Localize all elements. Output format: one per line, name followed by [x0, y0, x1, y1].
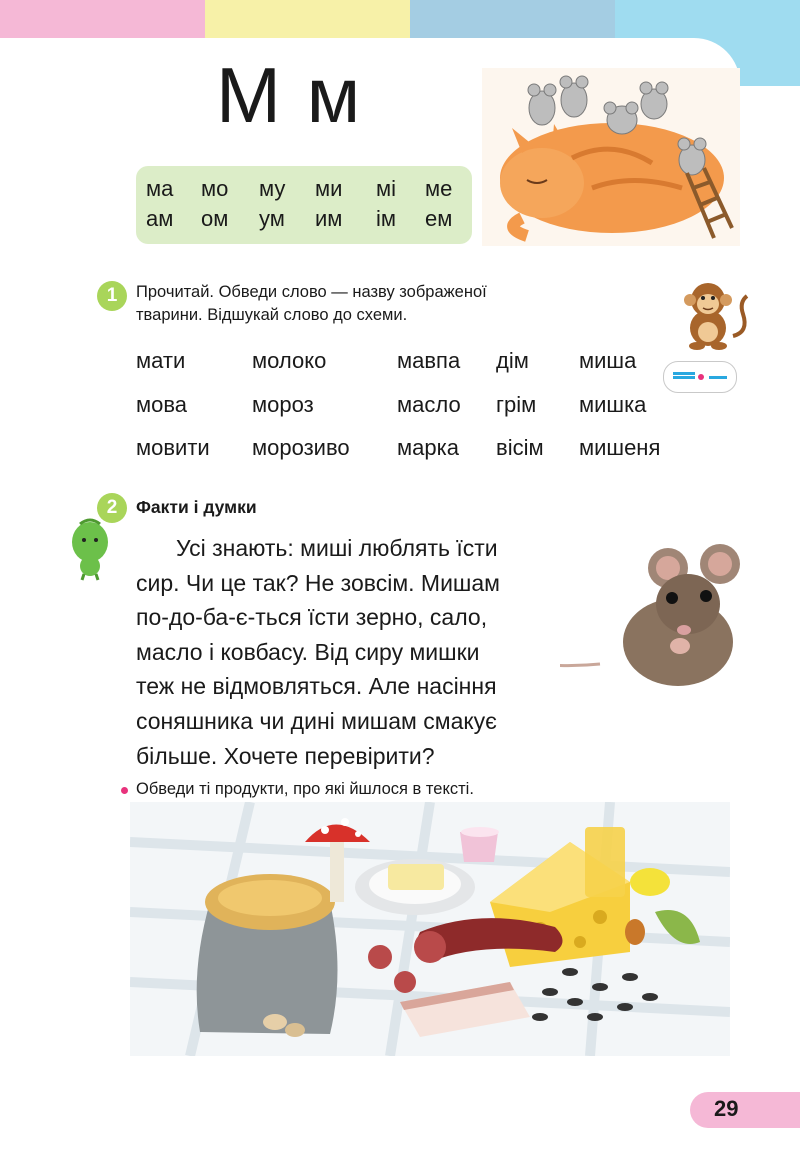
paragraph-line: масло і ковбасу. Від сиру мишки	[136, 638, 480, 665]
task-1-instructions	[136, 281, 656, 327]
top-band-blue	[410, 0, 615, 38]
food-products-illustration	[130, 802, 730, 1056]
word: морозиво	[252, 435, 350, 460]
syllables-box	[136, 166, 472, 244]
top-band-pink	[0, 0, 205, 38]
task-1-line-2: тварини. Відшукай слово до схеми.	[136, 306, 408, 324]
paragraph-line: більше. Хочете перевірити?	[136, 742, 435, 769]
syllable: ем	[425, 206, 453, 231]
green-character-icon	[66, 516, 114, 582]
syllable: ме	[425, 176, 453, 201]
word-schema-icon	[663, 361, 737, 393]
word: мавпа	[397, 348, 461, 373]
page-number: 29	[714, 1096, 739, 1121]
word: марка	[397, 435, 459, 460]
facts-paragraph	[136, 531, 596, 773]
paragraph-line: теж не відмовляться. Але насіння	[136, 673, 497, 700]
syllable: ма	[146, 176, 174, 201]
page-number-tab	[690, 1092, 800, 1128]
facts-title: Факти і думки	[136, 497, 257, 517]
letter-heading: М м	[216, 51, 363, 139]
mouse-photo	[560, 538, 740, 690]
syllable: ом	[201, 206, 229, 231]
syllable: ім	[376, 206, 397, 231]
syllable: ам	[146, 206, 174, 231]
syllable: мо	[201, 176, 229, 201]
word: мороз	[252, 392, 314, 417]
paragraph-line: сир. Чи це так? Не зовсім. Мишам	[136, 569, 500, 596]
task-1-line-1: Прочитай. Обведи слово — назву зображеної	[136, 283, 487, 301]
syllable: мі	[376, 176, 397, 201]
paragraph-line: соняшника чи дині мишам смакує	[136, 707, 497, 734]
monkey-illustration	[675, 276, 751, 352]
bullet-dot	[121, 787, 128, 794]
word: грім	[496, 392, 537, 417]
word: масло	[397, 392, 461, 417]
word: миша	[579, 348, 637, 373]
syllable: ум	[259, 206, 285, 231]
word: молоко	[252, 348, 327, 373]
word: мишеня	[579, 435, 661, 460]
word: мишка	[579, 392, 647, 417]
syllable: ми	[315, 176, 343, 201]
word: дім	[496, 348, 529, 373]
word: мати	[136, 348, 186, 373]
task-number-2: 2	[97, 493, 127, 523]
syllable: им	[315, 206, 343, 231]
top-band-yellow	[205, 0, 410, 38]
word: мовити	[136, 435, 210, 460]
syllable: му	[259, 176, 286, 201]
task-number-1: 1	[97, 281, 127, 311]
bullet-instruction: Обведи ті продукти, про які йшлося в тексті.	[136, 780, 474, 798]
paragraph-line: по-до-ба-є-ться їсти зерно, сало,	[136, 604, 488, 631]
paragraph-line: Усі знають: миші люблять їсти	[176, 535, 498, 561]
cat-mice-illustration	[482, 68, 740, 246]
word: мова	[136, 392, 188, 417]
word: вісім	[496, 435, 544, 460]
